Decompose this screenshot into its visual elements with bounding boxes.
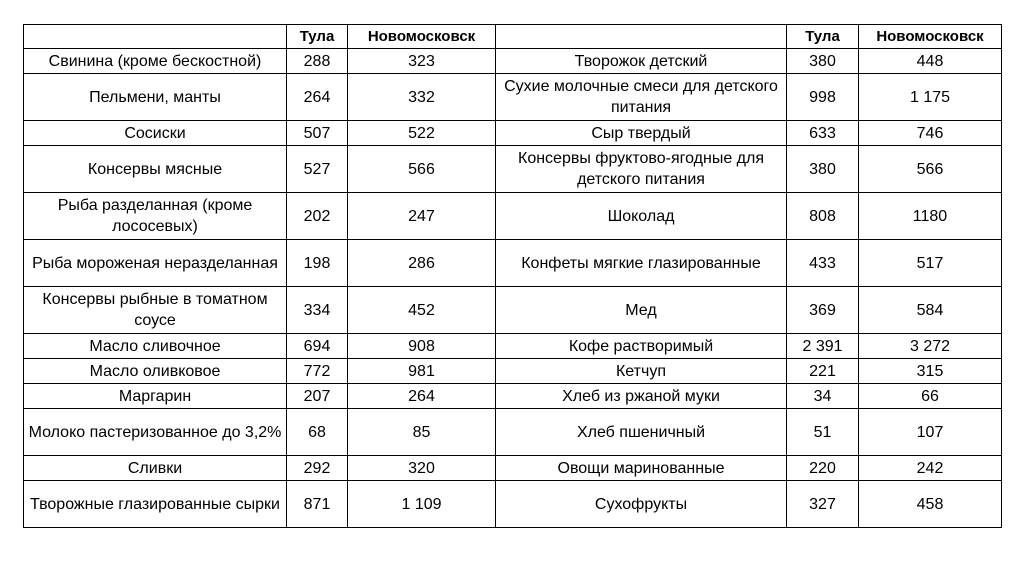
product-name-right: Сухие молочные смеси для детского питания — [496, 74, 787, 121]
novomoskovsk-price-left: 522 — [348, 121, 496, 146]
novomoskovsk-price-right: 458 — [859, 481, 1002, 528]
product-name-right: Кофе растворимый — [496, 334, 787, 359]
product-name-left: Творожные глазированные сырки — [24, 481, 287, 528]
product-name-left: Свинина (кроме бескостной) — [24, 49, 287, 74]
novomoskovsk-price-left: 908 — [348, 334, 496, 359]
product-name-left: Сосиски — [24, 121, 287, 146]
product-name-left: Маргарин — [24, 384, 287, 409]
novomoskovsk-price-left: 981 — [348, 359, 496, 384]
novomoskovsk-price-right: 3 272 — [859, 334, 1002, 359]
novomoskovsk-price-left: 85 — [348, 409, 496, 456]
novomoskovsk-price-right: 448 — [859, 49, 1002, 74]
novomoskovsk-price-left: 247 — [348, 193, 496, 240]
novomoskovsk-price-left: 320 — [348, 456, 496, 481]
product-name-right: Шоколад — [496, 193, 787, 240]
tula-price-left: 871 — [287, 481, 348, 528]
table-row — [24, 193, 1002, 240]
header-novomoskovsk-right: Новомосковск — [859, 25, 1002, 49]
product-name-left: Молоко пастеризованное до 3,2% — [24, 409, 287, 456]
novomoskovsk-price-right: 746 — [859, 121, 1002, 146]
novomoskovsk-price-right: 1180 — [859, 193, 1002, 240]
novomoskovsk-price-right: 517 — [859, 240, 1002, 287]
tula-price-right: 34 — [787, 384, 859, 409]
product-name-right: Творожок детский — [496, 49, 787, 74]
tula-price-left: 772 — [287, 359, 348, 384]
tula-price-left: 334 — [287, 287, 348, 334]
product-name-left: Консервы рыбные в томатном соусе — [24, 287, 287, 334]
table-row — [24, 384, 1002, 409]
tula-price-left: 207 — [287, 384, 348, 409]
tula-price-left: 292 — [287, 456, 348, 481]
table-row — [24, 146, 1002, 193]
product-name-left: Масло сливочное — [24, 334, 287, 359]
table-row — [24, 49, 1002, 74]
tula-price-right: 380 — [787, 146, 859, 193]
product-name-right: Сыр твердый — [496, 121, 787, 146]
price-comparison-table — [23, 24, 1002, 528]
tula-price-right: 220 — [787, 456, 859, 481]
novomoskovsk-price-right: 242 — [859, 456, 1002, 481]
product-name-left: Сливки — [24, 456, 287, 481]
product-name-right: Конфеты мягкие глазированные — [496, 240, 787, 287]
table-row — [24, 74, 1002, 121]
table-row — [24, 359, 1002, 384]
tula-price-right: 633 — [787, 121, 859, 146]
novomoskovsk-price-left: 452 — [348, 287, 496, 334]
header-tula-right: Тула — [787, 25, 859, 49]
tula-price-left: 68 — [287, 409, 348, 456]
table-row — [24, 409, 1002, 456]
novomoskovsk-price-left: 332 — [348, 74, 496, 121]
tula-price-right: 369 — [787, 287, 859, 334]
novomoskovsk-price-left: 264 — [348, 384, 496, 409]
tula-price-right: 221 — [787, 359, 859, 384]
product-name-right: Мед — [496, 287, 787, 334]
novomoskovsk-price-left: 1 109 — [348, 481, 496, 528]
product-name-left: Масло оливковое — [24, 359, 287, 384]
product-name-right: Хлеб из ржаной муки — [496, 384, 787, 409]
tula-price-right: 808 — [787, 193, 859, 240]
header-tula-left: Тула — [287, 25, 348, 49]
product-name-left: Рыба мороженая неразделанная — [24, 240, 287, 287]
novomoskovsk-price-right: 566 — [859, 146, 1002, 193]
product-name-right: Консервы фруктово-ягодные для детского питания — [496, 146, 787, 193]
tula-price-right: 51 — [787, 409, 859, 456]
tula-price-left: 527 — [287, 146, 348, 193]
tula-price-left: 694 — [287, 334, 348, 359]
tula-price-right: 327 — [787, 481, 859, 528]
header-product-right — [496, 25, 787, 49]
product-name-right: Сухофрукты — [496, 481, 787, 528]
novomoskovsk-price-left: 286 — [348, 240, 496, 287]
tula-price-left: 202 — [287, 193, 348, 240]
product-name-left: Рыба разделанная (кроме лососевых) — [24, 193, 287, 240]
product-name-right: Хлеб пшеничный — [496, 409, 787, 456]
novomoskovsk-price-right: 315 — [859, 359, 1002, 384]
header-product-left — [24, 25, 287, 49]
table-row — [24, 121, 1002, 146]
tula-price-right: 433 — [787, 240, 859, 287]
tula-price-left: 198 — [287, 240, 348, 287]
novomoskovsk-price-left: 566 — [348, 146, 496, 193]
product-name-left: Пельмени, манты — [24, 74, 287, 121]
novomoskovsk-price-right: 66 — [859, 384, 1002, 409]
table-row — [24, 334, 1002, 359]
novomoskovsk-price-right: 107 — [859, 409, 1002, 456]
header-novomoskovsk-left: Новомосковск — [348, 25, 496, 49]
table-row — [24, 240, 1002, 287]
tula-price-right: 998 — [787, 74, 859, 121]
tula-price-right: 2 391 — [787, 334, 859, 359]
novomoskovsk-price-right: 584 — [859, 287, 1002, 334]
tula-price-left: 507 — [287, 121, 348, 146]
product-name-right: Кетчуп — [496, 359, 787, 384]
product-name-right: Овощи маринованные — [496, 456, 787, 481]
tula-price-left: 264 — [287, 74, 348, 121]
tula-price-left: 288 — [287, 49, 348, 74]
novomoskovsk-price-left: 323 — [348, 49, 496, 74]
header-row — [24, 25, 1002, 49]
novomoskovsk-price-right: 1 175 — [859, 74, 1002, 121]
tula-price-right: 380 — [787, 49, 859, 74]
table-body — [24, 49, 1002, 528]
table-row — [24, 481, 1002, 528]
table-row — [24, 456, 1002, 481]
product-name-left: Консервы мясные — [24, 146, 287, 193]
table-row — [24, 287, 1002, 334]
